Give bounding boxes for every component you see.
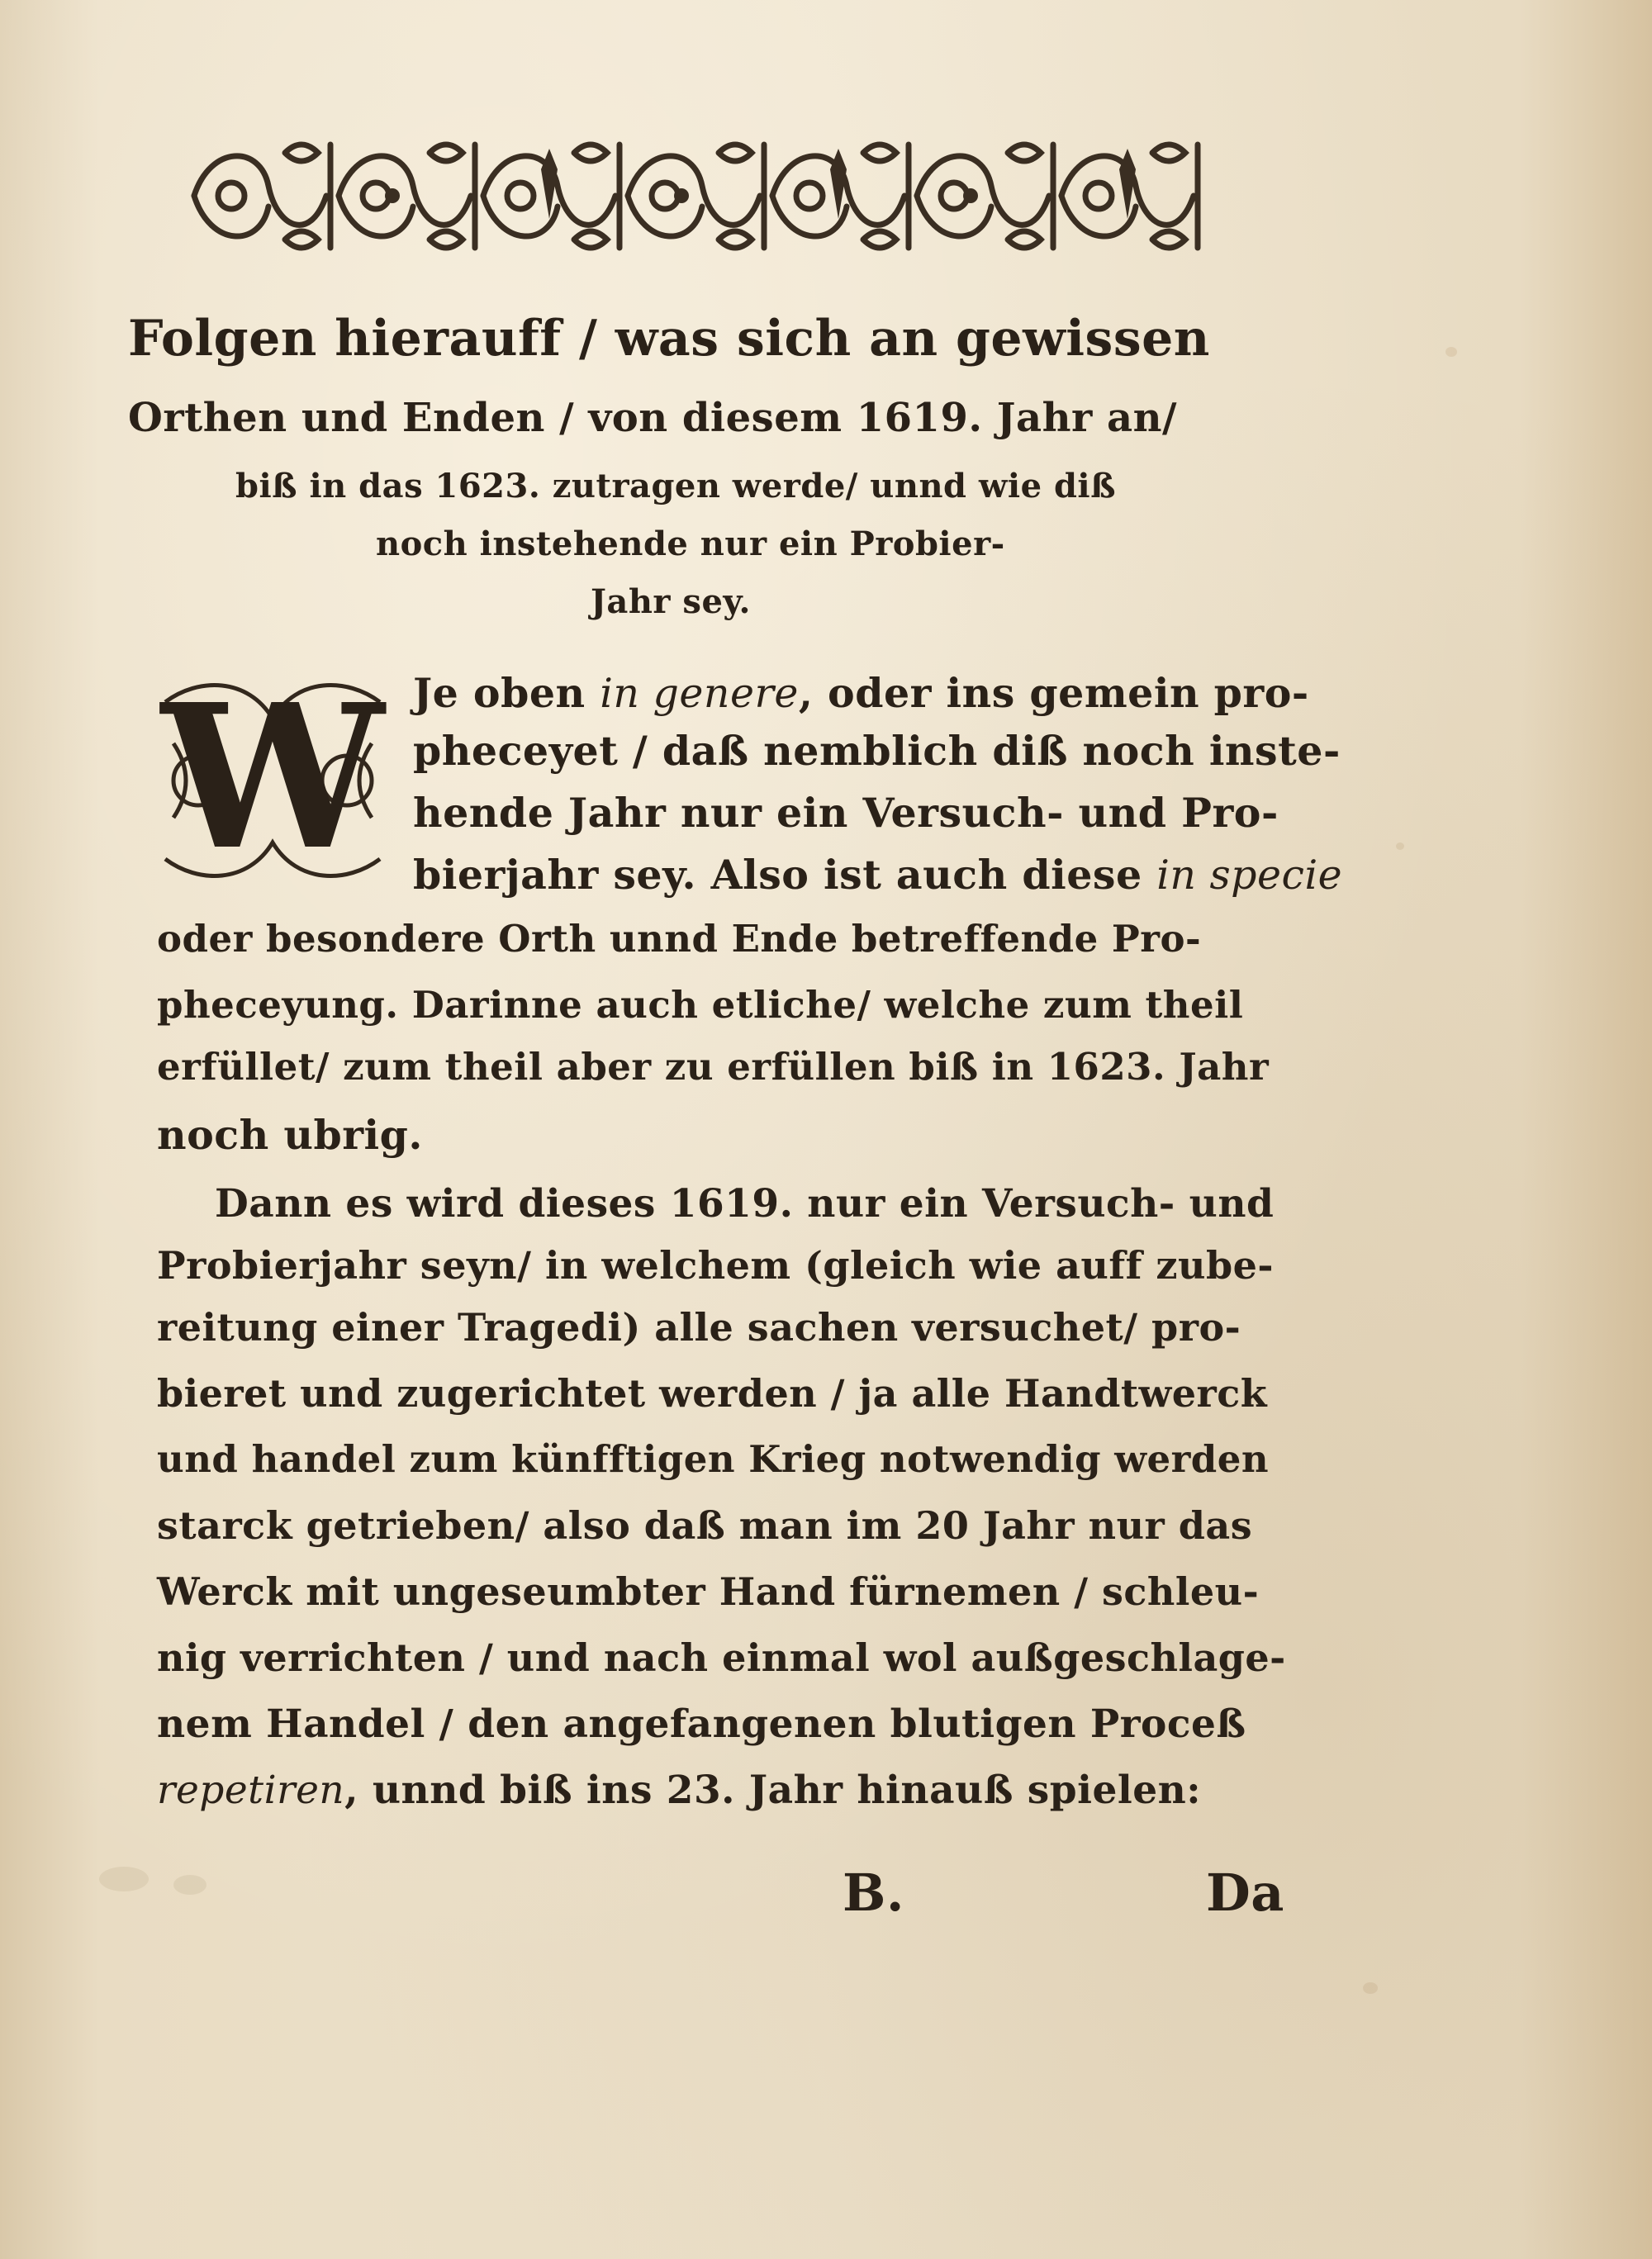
heading-line-2: Orthen und Enden / von diesem 1619. Jahr an/ — [128, 395, 1177, 441]
body-line: bierjahr sey. Also ist auch diese in specie — [413, 851, 1343, 899]
heading-line-1: Folgen hierauff / was sich an gewissen — [128, 310, 1210, 368]
body-line: reitung einer Tragedi) alle sachen versuchet/ pro- — [157, 1305, 1241, 1350]
ornamental-header-band — [186, 120, 1202, 273]
catchword: Da — [1206, 1863, 1284, 1923]
body-line: pheceyung. Darinne auch etliche/ welche zum theil — [157, 983, 1244, 1027]
body-line: starck getrieben/ also daß man im 20 Jahr nur das — [157, 1503, 1253, 1548]
body-line: Je oben in genere, oder ins gemein pro- — [413, 669, 1309, 717]
body-line: nig verrichten / und nach einmal wol außgeschlage- — [157, 1635, 1286, 1680]
signature-mark: B. — [843, 1863, 904, 1923]
body-line: erfüllet/ zum theil aber zu erfüllen biß in 1623. Jahr — [157, 1045, 1270, 1089]
heading-line-5: Jahr sey. — [591, 582, 751, 621]
decorated-initial-letter — [149, 669, 396, 892]
initial-letter-glyph: W — [161, 669, 384, 892]
body-line: hende Jahr nur ein Versuch- und Pro- — [413, 789, 1279, 837]
body-line: Dann es wird dieses 1619. nur ein Versuch- und — [215, 1181, 1275, 1227]
body-line: noch ubrig. — [157, 1111, 423, 1159]
body-line: Probierjahr seyn/ in welchem (gleich wie auff zube- — [157, 1243, 1275, 1288]
body-line: pheceyet / daß nemblich diß noch inste- — [413, 727, 1341, 775]
body-line: oder besondere Orth unnd Ende betreffende Pro- — [157, 917, 1202, 961]
body-line: Werck mit ungeseumbter Hand fürnemen / schleu- — [157, 1569, 1260, 1614]
heading-line-3: biß in das 1623. zutragen werde/ unnd wie diß — [235, 467, 1116, 505]
body-line: und handel zum künfftigen Krieg notwendig werden — [157, 1437, 1270, 1481]
body-line: nem Handel / den angefangenen blutigen Proceß — [157, 1701, 1246, 1747]
body-line: repetiren, unnd biß ins 23. Jahr hinauß spielen: — [157, 1768, 1202, 1813]
heading-line-4: noch instehende nur ein Probier- — [376, 524, 1005, 563]
body-line: bieret und zugerichtet werden / ja alle Handtwerck — [157, 1371, 1268, 1416]
